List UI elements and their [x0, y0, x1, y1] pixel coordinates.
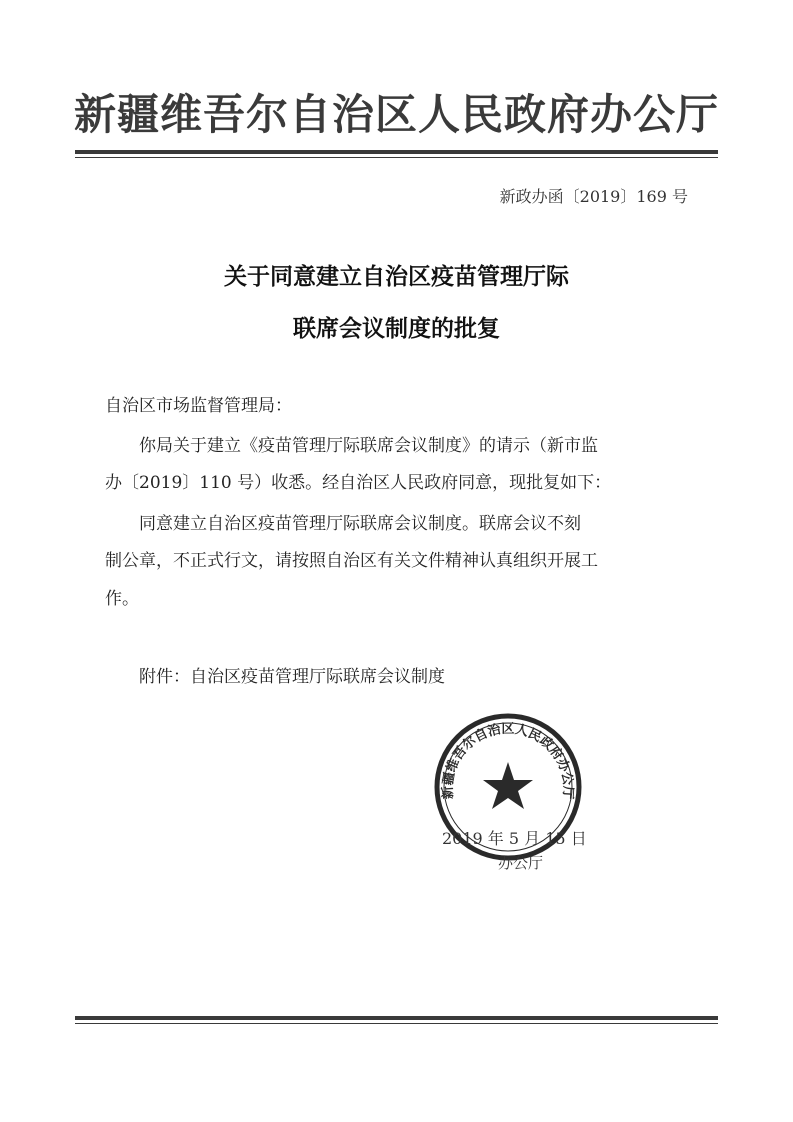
body-paragraph-1-line-2: 办〔2019〕110 号）收悉。经自治区人民政府同意，现批复如下：	[105, 473, 612, 493]
body-paragraph-2-line-2: 制公章，不正式行文，请按照自治区有关文件精神认真组织开展工	[105, 551, 598, 571]
signature-issuer: 办公厅	[498, 854, 544, 872]
document-number: 新政办函〔2019〕169 号	[499, 187, 688, 206]
footer-rule-thin	[75, 1023, 718, 1024]
body-paragraph-2-line-1: 同意建立自治区疫苗管理厅际联席会议制度。联席会议不刻	[105, 514, 581, 534]
document-title-line-2: 联席会议制度的批复	[293, 315, 500, 342]
header-rule-thin	[75, 157, 718, 158]
body-paragraph-2-line-3: 作。	[105, 589, 139, 609]
document-title-line-1: 关于同意建立自治区疫苗管理厅际	[224, 263, 569, 290]
header-rule-thick	[75, 150, 718, 154]
salutation: 自治区市场监督管理局：	[105, 396, 292, 416]
signature-date: 2019 年 5 月 15 日	[442, 829, 587, 848]
seal-star-icon	[483, 762, 533, 809]
seal-arc-text: 新疆维吾尔自治区人民政府办公厅	[440, 721, 576, 800]
masthead-title: 新疆维吾尔自治区人民政府办公厅	[73, 90, 719, 139]
body-paragraph-1-line-1: 你局关于建立《疫苗管理厅际联席会议制度》的请示（新市监	[105, 436, 598, 456]
attachment-line: 附件：自治区疫苗管理厅际联席会议制度	[105, 667, 445, 687]
footer-rule-thick	[75, 1016, 718, 1020]
